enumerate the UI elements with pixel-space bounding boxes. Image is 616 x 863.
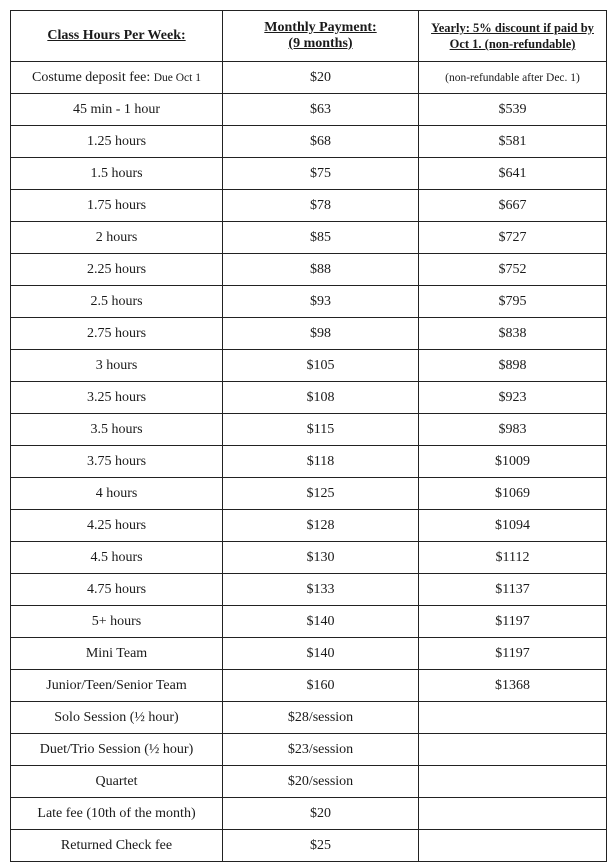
table-row [11,830,607,862]
cell-class-hours [11,638,223,670]
cell-monthly-payment: $88 [223,254,419,286]
header-class-hours: Class Hours Per Week: [11,11,223,62]
cell-monthly-payment: $140 [223,638,419,670]
cell-class-hours [11,318,223,350]
cell-class-hours [11,798,223,830]
cell-monthly-payment: $20/session [223,766,419,798]
cell-monthly-payment: $63 [223,94,419,126]
table-row [11,190,607,222]
class-hours-text: Late fee (10th of the month) [37,805,196,821]
cell-class-hours [11,478,223,510]
cell-class-hours [11,222,223,254]
cell-yearly-payment: $1094 [419,510,607,542]
table-row [11,638,607,670]
class-hours-text: 5+ hours [91,613,142,629]
cell-monthly-payment: $85 [223,222,419,254]
class-hours-text: Returned Check fee [60,837,173,853]
cell-yearly-payment: $752 [419,254,607,286]
cell-monthly-payment: $105 [223,350,419,382]
pricing-table [10,10,607,862]
table-row [11,542,607,574]
cell-monthly-payment: $140 [223,606,419,638]
class-hours-suffix: Due Oct 1 [153,71,201,84]
cell-class-hours [11,126,223,158]
table-row [11,62,607,94]
cell-yearly-payment: $1137 [419,574,607,606]
class-hours-text: 2.75 hours [86,325,147,341]
class-hours-text: 3.5 hours [90,421,143,437]
cell-monthly-payment: $108 [223,382,419,414]
cell-class-hours [11,446,223,478]
class-hours-text: Costume deposit fee: [32,69,151,85]
cell-yearly-payment: $539 [419,94,607,126]
pricing-table-header [11,11,607,62]
table-row [11,350,607,382]
cell-yearly-payment: $923 [419,382,607,414]
cell-yearly-payment: $641 [419,158,607,190]
cell-yearly-payment: (non-refundable after Dec. 1) [419,62,607,94]
class-hours-text: 2.25 hours [86,261,147,277]
header-row [11,11,607,62]
cell-yearly-payment: $795 [419,286,607,318]
cell-yearly-payment: $1197 [419,638,607,670]
cell-yearly-payment: $667 [419,190,607,222]
class-hours-text: Junior/Teen/Senior Team [46,677,187,693]
table-row [11,478,607,510]
cell-class-hours [11,254,223,286]
cell-monthly-payment: $75 [223,158,419,190]
cell-monthly-payment: $20 [223,62,419,94]
cell-class-hours [11,830,223,862]
cell-class-hours [11,62,223,94]
cell-monthly-payment: $115 [223,414,419,446]
table-row [11,414,607,446]
pricing-table-container [10,10,606,862]
table-row [11,94,607,126]
cell-monthly-payment: $125 [223,478,419,510]
cell-class-hours [11,94,223,126]
cell-yearly-payment [419,702,607,734]
table-row [11,382,607,414]
class-hours-text: 3 hours [95,357,138,373]
cell-yearly-payment [419,734,607,766]
cell-class-hours [11,606,223,638]
table-row [11,510,607,542]
cell-yearly-payment: $838 [419,318,607,350]
cell-monthly-payment: $98 [223,318,419,350]
cell-monthly-payment: $78 [223,190,419,222]
table-row [11,254,607,286]
cell-yearly-payment: $581 [419,126,607,158]
cell-yearly-payment: $727 [419,222,607,254]
cell-yearly-payment: $1069 [419,478,607,510]
table-row [11,670,607,702]
class-hours-text: 3.75 hours [86,453,147,469]
cell-yearly-payment: $1368 [419,670,607,702]
class-hours-text: Mini Team [85,645,148,661]
header-monthly-payment [223,11,419,62]
table-row [11,606,607,638]
class-hours-text: 2 hours [95,229,138,245]
cell-yearly-payment [419,798,607,830]
table-row [11,574,607,606]
cell-class-hours [11,286,223,318]
cell-class-hours [11,734,223,766]
cell-class-hours [11,382,223,414]
table-row [11,126,607,158]
pricing-table-body [11,62,607,862]
cell-monthly-payment: $133 [223,574,419,606]
class-hours-text: 1.25 hours [86,133,147,149]
cell-class-hours [11,510,223,542]
cell-class-hours [11,542,223,574]
table-row [11,286,607,318]
table-row [11,222,607,254]
cell-monthly-payment: $28/session [223,702,419,734]
class-hours-text: 4.5 hours [90,549,143,565]
cell-monthly-payment: $23/session [223,734,419,766]
cell-yearly-payment [419,830,607,862]
cell-monthly-payment: $25 [223,830,419,862]
class-hours-text: 4.25 hours [86,517,147,533]
cell-class-hours [11,702,223,734]
cell-class-hours [11,350,223,382]
table-row [11,446,607,478]
class-hours-text: 1.75 hours [86,197,147,213]
class-hours-text: 45 min - 1 hour [72,101,161,117]
cell-class-hours [11,190,223,222]
table-row [11,158,607,190]
cell-monthly-payment: $130 [223,542,419,574]
cell-yearly-payment: $1009 [419,446,607,478]
cell-monthly-payment: $118 [223,446,419,478]
class-hours-text: Quartet [95,773,138,789]
cell-yearly-payment: $898 [419,350,607,382]
class-hours-text: 4 hours [95,485,138,501]
cell-class-hours [11,670,223,702]
table-row [11,702,607,734]
cell-yearly-payment: $1197 [419,606,607,638]
cell-monthly-payment: $20 [223,798,419,830]
table-row [11,798,607,830]
class-hours-text: Solo Session (½ hour) [54,709,179,725]
class-hours-text: 3.25 hours [86,389,147,405]
cell-yearly-payment: $983 [419,414,607,446]
class-hours-text: 1.5 hours [90,165,143,181]
class-hours-text: 4.75 hours [86,581,147,597]
cell-class-hours [11,766,223,798]
cell-monthly-payment: $68 [223,126,419,158]
table-row [11,318,607,350]
cell-class-hours [11,158,223,190]
cell-yearly-payment: $1112 [419,542,607,574]
cell-monthly-payment: $128 [223,510,419,542]
class-hours-text: 2.5 hours [90,293,143,309]
cell-class-hours [11,574,223,606]
class-hours-text: Duet/Trio Session (½ hour) [39,741,194,757]
header-monthly-payment-text: Monthly Payment: (9 months) [264,20,377,51]
cell-class-hours [11,414,223,446]
table-row [11,734,607,766]
cell-monthly-payment: $93 [223,286,419,318]
table-row [11,766,607,798]
cell-monthly-payment: $160 [223,670,419,702]
cell-yearly-payment [419,766,607,798]
header-yearly-payment: Yearly: 5% discount if paid by Oct 1. (non-refundable) [419,11,607,62]
